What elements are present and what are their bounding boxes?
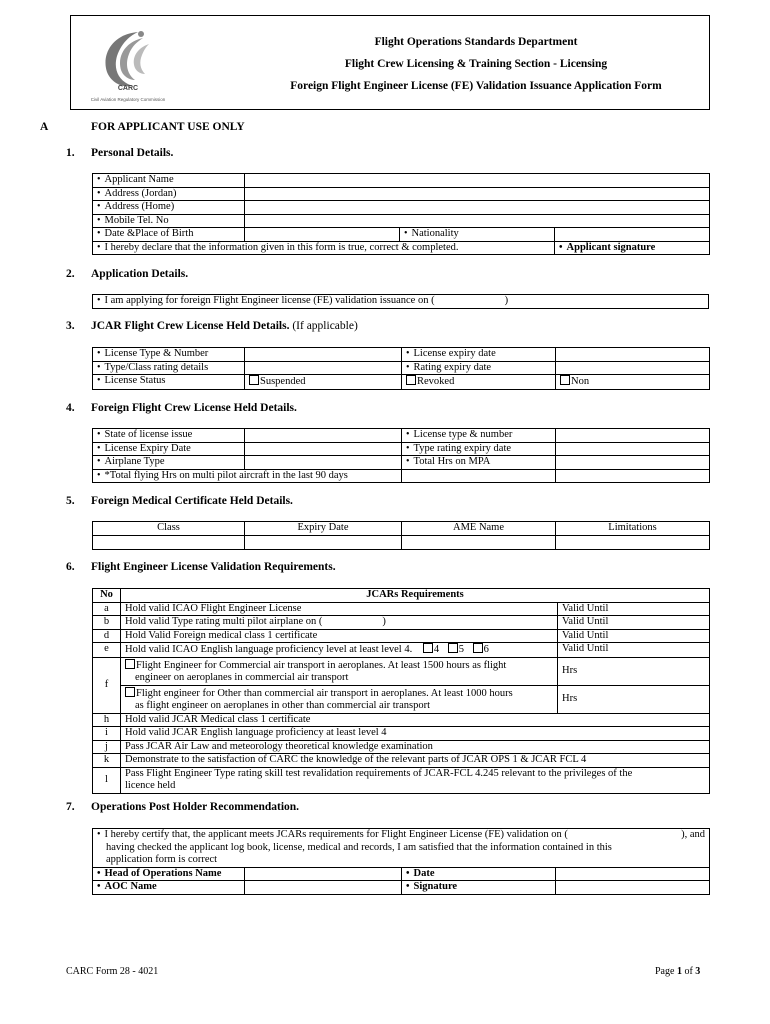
section-title: Flight Crew Licensing & Training Section - Licensing — [344, 58, 608, 70]
airplane-type-label: • Airplane Type — [97, 456, 165, 467]
level-4-checkbox[interactable] — [423, 643, 433, 653]
rating-expiry-field[interactable] — [556, 361, 710, 375]
class-rating-field[interactable] — [245, 361, 402, 375]
suspended-checkbox[interactable] — [249, 375, 259, 385]
type-rating-expiry-field[interactable] — [556, 442, 710, 456]
table-row: k Demonstrate to the satisfaction of CARC the knowledge of the relevant parts of JCAR OPS 1 & JCAR FCL 4 — [93, 754, 710, 768]
non-option[interactable]: Non — [556, 375, 710, 390]
page-number: Page 1 of 3 — [655, 966, 701, 977]
nationality-field[interactable] — [555, 228, 710, 242]
section-7-title: Operations Post Holder Recommendation. — [91, 801, 300, 813]
section-5-title: Foreign Medical Certificate Held Details. — [91, 495, 293, 507]
department-title: Flight Operations Standards Department — [374, 36, 578, 48]
license-expiry-label: • License expiry date — [406, 348, 496, 359]
suspended-option[interactable]: Suspended — [245, 375, 402, 390]
certify-line-3: application form is correct — [106, 854, 218, 865]
section-6-title: Flight Engineer License Validation Requirements. — [91, 561, 336, 573]
foreign-expiry-label: • License Expiry Date — [97, 443, 191, 454]
address-home-field[interactable] — [245, 201, 710, 215]
carc-logo — [83, 24, 173, 104]
license-expiry-field[interactable] — [556, 348, 710, 362]
recommendation-table: • I hereby certify that, the applicant meets JCARs requirements for Flight Engineer License (FE) validation on ( ), and having checked the applicant log book, license, medical and records, I am satisfied that the information contained in this application form is correct • Head of Operations Name • Date • AOC Name • Signature — [92, 828, 710, 895]
foreign-license-table — [92, 428, 710, 483]
table-row: f Flight Engineer for Commercial air transport in aeroplanes. At least 1500 hours as flight engineer on aeroplanes in commercial air transport Hrs — [93, 657, 710, 685]
mpa-hrs-field[interactable] — [556, 456, 710, 470]
limitations-header: Limitations — [556, 522, 710, 536]
section-4-title: Foreign Flight Crew License Held Details. — [91, 402, 297, 414]
hrs-90-days-label: • *Total flying Hrs on multi pilot aircraft in the last 90 days — [97, 470, 348, 481]
table-row: h Hold valid JCAR Medical class 1 certificate — [93, 713, 710, 727]
medical-class-header: Class — [93, 522, 245, 536]
table-row: i Hold valid JCAR English language proficiency at least level 4 — [93, 727, 710, 741]
applicant-signature-label: • Applicant signature — [559, 242, 655, 253]
col-req-header: JCARs Requirements — [121, 589, 710, 603]
address-jordan-field[interactable] — [245, 187, 710, 201]
medical-expiry-header: Expiry Date — [245, 522, 402, 536]
carc-logo-icon — [83, 24, 173, 94]
revoked-checkbox[interactable] — [406, 375, 416, 385]
date-label: • Date — [406, 868, 435, 879]
ame-name-header: AME Name — [402, 522, 556, 536]
valid-until-d[interactable]: Valid Until — [558, 629, 710, 643]
license-type-label: • License Type & Number — [97, 348, 208, 359]
hrs-cat-field[interactable]: Hrs — [558, 657, 710, 685]
foreign-expiry-field[interactable] — [245, 442, 402, 456]
nationality-label: • Nationality — [404, 228, 459, 239]
table-row: Flight engineer for Other than commercial air transport in aeroplanes. At least 1000 hours as flight engineer on aeroplanes in other than commercial air transport Hrs — [93, 685, 710, 713]
section-2-number: 2. — [66, 268, 75, 280]
section-3-note: (If applicable) — [292, 320, 358, 332]
section-3-title: JCAR Flight Crew License Held Details. (If applicable) — [91, 320, 358, 332]
other-than-cat-checkbox[interactable] — [125, 687, 135, 697]
section-a-title: FOR APPLICANT USE ONLY — [91, 121, 245, 133]
state-field[interactable] — [245, 429, 402, 443]
license-status-label: • License Status — [97, 375, 165, 386]
section-2-title: Application Details. — [91, 268, 189, 280]
application-date-field[interactable]: • I am applying for foreign Flight Engineer license (FE) validation issuance on ( ) — [93, 295, 709, 309]
limitations-field[interactable] — [556, 535, 710, 549]
jcar-license-table — [92, 347, 710, 390]
application-details-table — [92, 294, 709, 309]
hrs-90-days-field[interactable] — [402, 469, 556, 483]
table-row: j Pass JCAR Air Law and meteorology theoretical knowledge examination — [93, 740, 710, 754]
state-label: • State of license issue — [97, 429, 192, 440]
section-5-number: 5. — [66, 495, 75, 507]
table-row: d Hold Valid Foreign medical class 1 certificate Valid Until — [93, 629, 710, 643]
table-row: a Hold valid ICAO Flight Engineer License Valid Until — [93, 602, 710, 616]
medical-class-field[interactable] — [93, 535, 245, 549]
mobile-label: • Mobile Tel. No — [97, 215, 169, 226]
requirements-table — [92, 588, 710, 794]
form-number: CARC Form 28 - 4021 — [66, 966, 159, 977]
valid-until-a[interactable]: Valid Until — [558, 602, 710, 616]
applicant-name-field[interactable] — [245, 174, 710, 188]
medical-expiry-field[interactable] — [245, 535, 402, 549]
license-type-field[interactable] — [245, 348, 402, 362]
declaration-text: • I hereby declare that the information given in this form is true, correct & completed. — [97, 242, 458, 253]
svg-text:CARC: CARC — [117, 85, 139, 92]
hrs-other-field[interactable]: Hrs — [558, 685, 710, 713]
certify-line-1: • I hereby certify that, the applicant meets JCARs requirements for Flight Engineer License (FE) validation on ( — [97, 829, 568, 842]
application-text: • I am applying for foreign Flight Engineer license (FE) validation issuance on ( — [97, 295, 435, 306]
applicant-signature-field[interactable] — [555, 241, 710, 255]
medical-certificate-table — [92, 521, 710, 550]
cat-checkbox[interactable] — [125, 659, 135, 669]
dob-label: • Date &Place of Birth — [97, 228, 193, 239]
head-ops-field[interactable] — [245, 867, 402, 881]
dob-field[interactable] — [245, 228, 400, 242]
mpa-hrs-label: • Total Hrs on MPA — [406, 456, 490, 467]
airplane-type-field[interactable] — [245, 456, 402, 470]
form-title: Foreign Flight Engineer License (FE) Validation Issuance Application Form — [290, 80, 662, 92]
level-6-checkbox[interactable] — [473, 643, 483, 653]
certify-line-2: having checked the applicant log book, license, medical and records, I am satisfied that the information contained in this — [106, 841, 612, 853]
section-1-number: 1. — [66, 147, 75, 159]
ame-name-field[interactable] — [402, 535, 556, 549]
section-1-title: Personal Details. — [91, 147, 174, 159]
foreign-type-field[interactable] — [556, 429, 710, 443]
signature-label: • Signature — [406, 881, 457, 892]
valid-until-e[interactable]: Valid Until — [558, 643, 710, 658]
col-no-header: No — [93, 589, 121, 603]
section-3-number: 3. — [66, 320, 75, 332]
date-field[interactable] — [556, 867, 710, 881]
address-jordan-label: • Address (Jordan) — [97, 188, 177, 199]
table-row: l Pass Flight Engineer Type rating skill test revalidation requirements of JCAR-FCL 4.245 relevant to the privileges of the licence held — [93, 767, 710, 793]
applicant-name-label: • Applicant Name — [97, 174, 174, 185]
header-box — [70, 15, 710, 110]
logo-caption: Civil Aviation Regulatory Commission — [90, 97, 166, 102]
signature-field[interactable] — [556, 881, 710, 895]
address-home-label: • Address (Home) — [97, 201, 174, 212]
section-4-number: 4. — [66, 402, 75, 414]
non-checkbox[interactable] — [560, 375, 570, 385]
level-5-checkbox[interactable] — [448, 643, 458, 653]
class-rating-label: • Type/Class rating details — [97, 362, 208, 373]
aoc-name-label: • AOC Name — [97, 881, 157, 892]
section-a-letter: A — [40, 121, 49, 133]
rating-expiry-label: • Rating expiry date — [406, 362, 491, 373]
table-row: b Hold valid Type rating multi pilot airplane on ( ) Valid Until — [93, 616, 710, 630]
foreign-type-label: • License type & number — [406, 429, 512, 440]
head-ops-label: • Head of Operations Name — [97, 868, 221, 879]
revoked-option[interactable]: Revoked — [402, 375, 556, 390]
table-row: e Hold valid ICAO English language proficiency level at least level 4. 4 5 6 Valid Until — [93, 643, 710, 658]
valid-until-b[interactable]: Valid Until — [558, 616, 710, 630]
aoc-name-field[interactable] — [245, 881, 402, 895]
section-7-number: 7. — [66, 801, 75, 813]
type-rating-expiry-label: • Type rating expiry date — [406, 443, 511, 454]
section-6-number: 6. — [66, 561, 75, 573]
personal-details-table — [92, 173, 710, 255]
mobile-field[interactable] — [245, 214, 710, 228]
